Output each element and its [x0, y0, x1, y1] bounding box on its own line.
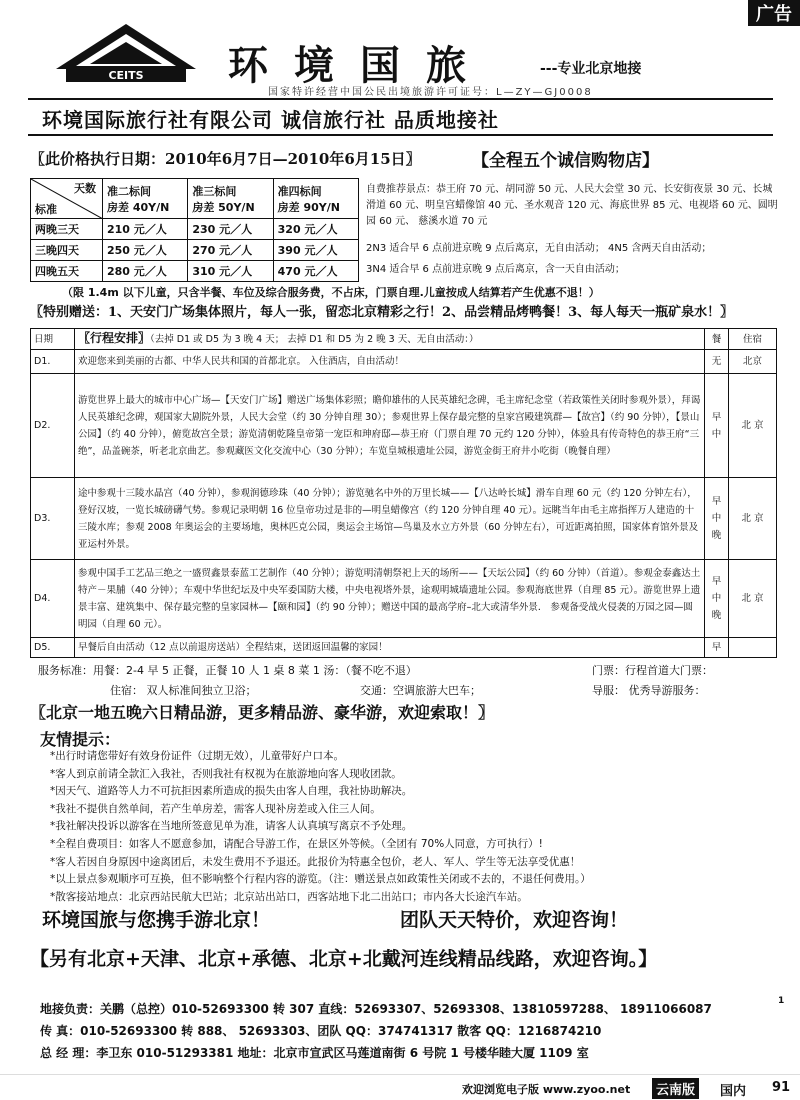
itin-header-hotel: 住宿	[729, 329, 777, 350]
service-transport: 交通：空调旅游大巴车；	[360, 684, 481, 697]
tips-title: 友情提示：	[40, 730, 121, 749]
divider	[28, 134, 773, 136]
brand-name: 环境国旅	[228, 42, 492, 89]
slogan-2: 团队天天特价，欢迎咨询！	[400, 909, 629, 931]
footer-section: 国内	[720, 1084, 747, 1099]
tips-list	[50, 748, 591, 906]
tip-item: *我社不提供自然单间，若产生单房差，需客人现补房差或入住三人间。	[50, 802, 381, 815]
price-row: 三晚四天 250 元／人 270 元／人 390 元／人	[31, 240, 359, 261]
optional-sights: 自费推荐景点：恭王府 70 元、胡同游 50 元、人民大会堂 30 元、长安街夜景 30 元、长城滑道 60 元、明皇宫蜡像馆 40 元、圣水观音 120 元、海底世界 85 元、电视塔 60 元、圆明园 60 元、 慈溪水道 70 元	[366, 184, 778, 227]
footer	[0, 1074, 800, 1100]
contact-line: 地接负责：关鹏（总控）010-52693300 转 307 直线：52693307、52693308、13810597288、 18911066087	[40, 1002, 712, 1016]
tip-item: *我社解决投诉以游客在当地所签意见单为准，请客人认真填写离京不予处理。	[50, 820, 413, 833]
company-name: 环境国际旅行社有限公司 诚信旅行社 品质地接社	[42, 108, 499, 132]
brand-subtitle: ---专业北京地接	[540, 61, 642, 77]
price-col-2: 准四标间 房差 90Y/N	[273, 179, 358, 219]
tip-item: *客人到京前请全款汇入我社，否则我社有权视为在旅游地向客人现收团款。	[50, 767, 402, 780]
tip-item: *出行时请您带好有效身份证件（过期无效），儿童带好户口本。	[50, 750, 344, 762]
combo-routes: 【另有北京+天津、北京+承德、北京+北戴河连线精品线路，欢迎咨询。】	[30, 948, 658, 970]
itin-row: D4. 参观中国手工艺品三绝之一盛贸鑫景泰蓝工艺制作（40 分钟）；游览明清朝祭祀上天的场所——【天坛公园】（约 60 分钟）（首道）。参观金泰鑫达土特产－果脯（40 分钟）；车观中华世纪坛及中央军委国防大楼，中央电视塔外景，途观明城墙遗址公园。参观海底世界（自理 85 元）。游览世界上遗景丰富、建筑集中、保存最完整的皇家园林—【颐和园】（约 90 分钟）；赠送中国的最高学府–北大或清华外景． 参观备受战火侵袭的万园之园—圆明园（自理 60 元）。 早中晚 北 京	[31, 560, 777, 638]
itin-row: D5. 早餐后自由活动（12 点以前退房送站）全程结束，送团返回温馨的家园！ 早	[31, 638, 777, 658]
contact-line: 传 真：010-52693300 转 888、 52693303、团队 QQ：374741317 散客 QQ：1216874210	[40, 1024, 602, 1038]
service-lodging: 住宿： 双人标准间独立卫浴；	[110, 684, 257, 697]
divider	[28, 98, 773, 100]
itin-row: D3. 途中参观十三陵水晶宫（40 分钟），参观润德珍珠（40 分钟）；游览驰名中外的万里长城——【八达岭长城】滑车自理 60 元（约 120 分钟左右），登好汉坡，一览长城磅礴气势。参观记录明朝 16 位皇帝功过是非的—明皇蜡像宫（约 120 分钟自理 40 元）。远眺当年由毛主席指挥万人建造的十三陵水库；参观 2008 年奥运会的主要场地，奥林匹克公园，奥运会主场馆—鸟巢及水立方外景（60 分钟左右），可近距离拍照，国家体育馆外景及亚运村外景。 早中晚 北 京	[31, 478, 777, 560]
schedule-note: 3N4 适合早 6 点前进京晚 9 点后离京，含一天自由活动；	[366, 264, 625, 275]
shopping-note: 【全程五个诚信购物店】	[472, 151, 659, 171]
price-dates: 〖此价格执行日期：2010年6月7日—2010年6月15日〗	[30, 150, 421, 168]
itin-header-meal: 餐	[705, 329, 729, 350]
tip-item: *全程自费项目：如客人不愿意参加，请配合导游工作，在景区外等候。（全团有 70%人同意，方可执行）!	[50, 837, 543, 850]
ad-tag: 广告	[748, 0, 800, 26]
tip-item: *以上景点参观顺序可互换，但不影响整个行程内容的游览。（注：赠送景点如政策性关闭或不去的，不退任何费用。）	[50, 873, 591, 886]
page-number: 91	[772, 1080, 791, 1095]
contact-mark: 1	[778, 996, 785, 1006]
service-guide: 导服： 优秀导游服务：	[592, 684, 706, 697]
tip-item: *散客接站地点：北京西站民航大巴站；北京站出站口，西客站地下北二出站口；市内各大长途汽车站。	[50, 890, 528, 903]
footer-site[interactable]: 欢迎浏览电子版 www.zyoo.net	[462, 1083, 631, 1096]
tip-item: *因天气、道路等人力不可抗拒因素所造成的损失由客人自理，我社协助解决。	[50, 785, 413, 798]
price-row: 四晚五天 280 元／人 310 元／人 470 元／人	[31, 261, 359, 282]
price-corner: 天数 标准	[31, 179, 103, 219]
license-number: 国家特许经营中国公民出境旅游许可证号：L—ZY—GJ0008	[268, 87, 593, 98]
service-tickets: 门票：行程首道大门票：	[592, 664, 713, 677]
itin-row: D1. 欢迎您来到美丽的古都、中华人民共和国的首都北京。 入住酒店，自由活动！ 无 北京	[31, 350, 777, 374]
schedule-note: 2N3 适合早 6 点前进京晚 9 点后离京，无自由活动； 4N5 含两天自由活动；	[366, 243, 712, 254]
price-table	[30, 178, 359, 282]
price-row: 两晚三天 210 元／人 230 元／人 320 元／人	[31, 219, 359, 240]
itin-header-title: 〖行程安排〗（去掉 D1 或 D5 为 3 晚 4 天； 去掉 D1 和 D5 为 2 晚 3 天、无自由活动：）	[75, 329, 705, 350]
price-col-1: 准三标间 房差 50Y/N	[188, 179, 273, 219]
itin-header-day: 日期	[31, 329, 75, 350]
service-standard: 服务标准：用餐：2-4 早 5 正餐，正餐 10 人 1 桌 8 菜 1 汤：（餐不吃不退）	[38, 664, 417, 677]
footer-edition: 云南版	[652, 1078, 699, 1099]
slogan: 环境国旅与您携手游北京！	[42, 909, 271, 931]
promo-line: 〖北京一地五晚六日精品游，更多精品游、豪华游，欢迎索取！〗	[30, 703, 495, 722]
logo-text: CEITS	[108, 69, 144, 82]
gifts: 〖特别赠送：1、天安门广场集体照片，每人一张，留恋北京精彩之行！2、品尝精品烤鸭餐！3、每人每天一瓶矿泉水！〗	[30, 305, 734, 320]
itinerary-table	[30, 328, 777, 658]
company-logo	[46, 14, 206, 94]
itin-row: D2. 游览世界上最大的城市中心广场—【天安门广场】赠送广场集体彩照；瞻仰雄伟的人民英雄纪念碑，毛主席纪念堂（若政策性关闭时参观外景），拜谒人民英雄纪念碑，观国家大剧院外景，人民大会堂（约 30 分钟自理 30）；参观世界上保存最完整的皇家宫殿建筑群—【故宫】（约 90 分钟），【景山公园】（约 40 分钟），俯览故宫全景；游览清朝乾隆皇帝第一宠臣和珅府邸—恭王府（门票自理 70 元约 120 分钟），体验具有传奇特色的恭王府“三绝”，品盖碗茶，听老北京曲艺。参观藏医文化交流中心（30 分钟）；车览皇城根遗址公园，游览金街王府井小吃街（晚餐自理） 早中 北 京	[31, 374, 777, 478]
tip-item: *客人若因自身原因中途离团后，未发生费用不予退还。此报价为特惠全包价，老人、军人、学生等无法享受优惠！	[50, 855, 581, 868]
contact-line: 总 经 理：李卫东 010-51293381 地址：北京市宣武区马莲道南街 6 号院 1 号楼华睦大厦 1109 室	[40, 1046, 589, 1060]
child-note: （限 1.4m 以下儿童，只含半餐、车位及综合服务费，不占床，门票自理.儿童按成人结算若产生优惠不退！）	[62, 286, 600, 299]
price-col-0: 准二标间 房差 40Y/N	[103, 179, 188, 219]
